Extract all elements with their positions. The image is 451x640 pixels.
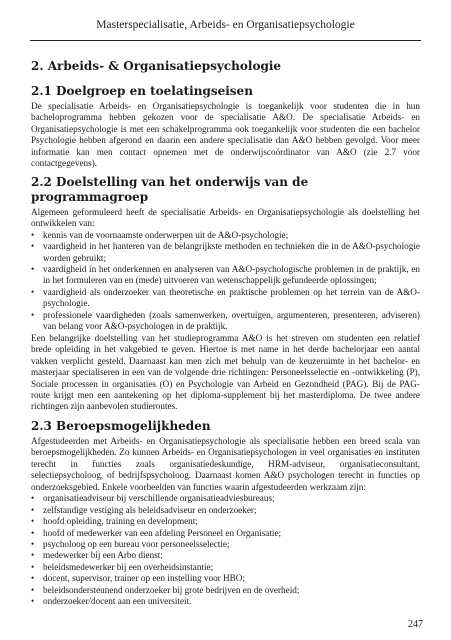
paragraph: Algemeen geformuleerd heeft de specialisatie Arbeids- en Organisatiepsychologie als doelstelling het ontwikkelen van:	[31, 206, 420, 229]
header-rule	[30, 40, 421, 41]
list-item: • vaardigheid in het onderkennen en analyseren van A&O-psychologische problemen in de praktijk, en in het formuleren van en (mede) uitvoeren van wetenschappelijk gefundeerde oplossingen;	[31, 264, 420, 287]
list-item: • hoofd opleiding, training en development;	[31, 516, 420, 527]
chapter-title: 2. Arbeids- & Organisatiepsychologie	[31, 59, 282, 73]
paragraph: De specialisatie Arbeids- en Organisatiepsychologie is toegankelijk voor studenten die in hun bacheloprogramma hebben gekozen voor de specialisatie A&O. De specialisatie Arbeids- en Organisatiepsychologie is met een schakelprogramma ook toegankelijk voor studenten die een bachelor Psychologie hebben afgerond en daarin een andere specialisatie dan A&O hebben gevolgd. Voor meer informatie kan men contact opnemen met de onderwijscoördinator van A&O (zie 2.7 voor contactgegevens).	[31, 101, 420, 169]
list-item: • organisatieadviseur bij verschillende organisatieadviesbureaus;	[31, 493, 420, 504]
bullet-list	[31, 230, 420, 333]
list-item: • kennis van de voornaamste onderwerpen uit de A&O-psychologie;	[31, 230, 420, 241]
section-doelgroep	[31, 84, 420, 170]
list-item: • zelfstandige vestiging als beleidsadviseur en onderzoeker;	[31, 505, 420, 516]
section-beroepsmogelijkheden	[31, 419, 420, 608]
list-item: • psycholoog op een bureau voor personeelsselectie;	[31, 539, 420, 550]
page-number: 247	[408, 619, 423, 630]
list-item: • vaardigheid in het hanteren van de belangrijkste methoden en technieken die in de A&O-psychologie worden gebruikt;	[31, 241, 420, 264]
running-header-title: Masterspecialisatie, Arbeids- en Organisatiepsychologie	[96, 19, 355, 31]
list-item: • professionele vaardigheden (zoals samenwerken, overtuigen, argumenteren, presenteren, adviseren) van belang voor A&O-psychologen in de praktijk.	[31, 310, 420, 333]
paragraph: Een belangrijke doelstelling van het studieprogramma A&O is het streven om studenten een relatief brede opleiding in het vakgebied te geven. Hiertoe is met name in het derde bachelorjaar een aantal vakken verplicht gesteld. Daarnaast kan men zich met behulp van de keuzeruimte in het bachelor- en masterjaar specialiseren in een van de volgende drie richtingen: Personeelsselectie en -ontwikkeling (P), Sociale processen in organisaties (O) en Psychologie van Arbeid en Gezondheid (PAG). Bij de PAG-route krijgt men een aantekening op het diploma-supplement bij het masterdiploma. De twee andere richtingen zijn aanbevolen studieroutes.	[31, 332, 420, 412]
page-body	[31, 59, 420, 608]
list-item: • docent, supervisor, trainer op een instelling voor HBO;	[31, 573, 420, 584]
section-heading: 2.1 Doelgroep en toelatingseisen	[31, 84, 253, 98]
list-item: • vaardigheid als onderzoeker van theoretische en praktische problemen op het terrein van de A&O-psychologie.	[31, 287, 420, 310]
section-heading: 2.3 Beroepsmogelijkheden	[31, 418, 211, 433]
paragraph: Afgestudeerden met Arbeids- en Organisatiepsychologie als specialisatie hebben een breed scala van beroepsmogelijkheden. Zo kunnen Arbeids- en Organisatiepsychologen in veel organisaties en instituten terecht in functies zoals organisatiedeskundige, HRM-adviseur, organisatieconsultant, selectiepsycholoog, of bedrijfspsycholoog. Daarnaast komen A&O psychologen terecht in functies op onderzoeksgebied. Enkele voorbeelden van functies waarin afgestudeerden werkzaam zijn:	[31, 435, 420, 492]
list-item: • onderzoeker/docent aan een universiteit.	[31, 596, 420, 607]
section-heading: 2.2 Doelstelling van het onderwijs van de programmagroep	[31, 174, 309, 204]
list-item: • beleidsondersteunend onderzoeker bij grote bedrijven en de overheid;	[31, 585, 420, 596]
list-item: • hoofd of medewerker van een afdeling Personeel en Organisatie;	[31, 528, 420, 539]
list-item: • medewerker bij een Arbo dienst;	[31, 550, 420, 561]
section-doelstelling	[31, 175, 420, 413]
bullet-list	[31, 493, 420, 608]
list-item: • beleidsmedewerker bij een overheidsinstantie;	[31, 562, 420, 573]
